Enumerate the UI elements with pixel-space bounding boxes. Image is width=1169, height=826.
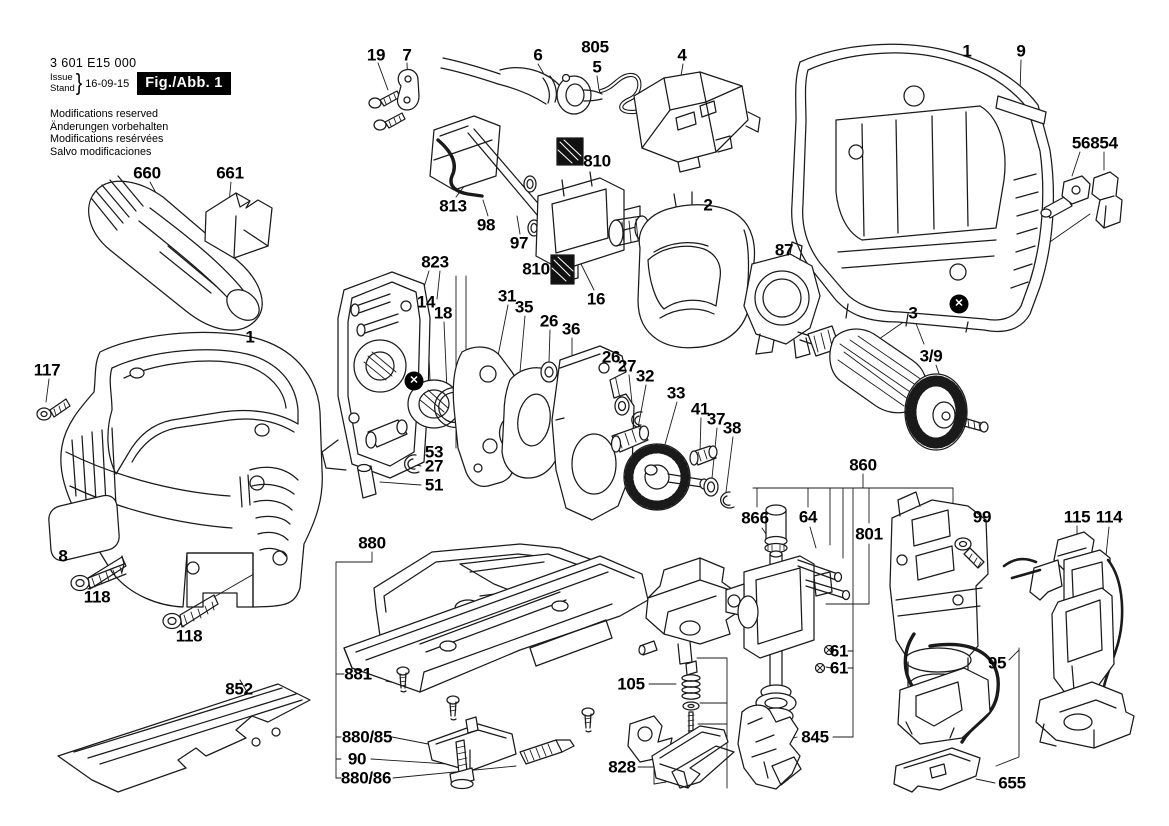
part-callout-845: 845 (801, 727, 829, 747)
part-callout-810: 810 (583, 151, 611, 171)
part-callout-26: 26 (601, 347, 621, 367)
part-callout-99: 99 (972, 507, 992, 527)
part-callout-27: 27 (617, 356, 637, 376)
part-callout-87: 87 (774, 240, 794, 260)
part-callout-6: 6 (533, 45, 543, 65)
part-callout-118: 118 (83, 587, 111, 607)
part-callout-26: 26 (539, 311, 559, 331)
part-callout-64: 64 (798, 507, 818, 527)
part-callout-9: 9 (1016, 41, 1026, 61)
not-separate-mark: ✕ (405, 372, 424, 391)
part-callout-98: 98 (476, 215, 496, 235)
part-callout-880: 880 (358, 533, 386, 553)
part-callout-14: 14 (416, 292, 436, 312)
part-callout-866: 866 (741, 508, 769, 528)
part-callout-41: 41 (690, 399, 710, 419)
part-callout-813: 813 (439, 196, 467, 216)
part-callout-810: 810 (522, 259, 550, 279)
part-callout-5: 5 (592, 57, 602, 77)
part-callout-881: 881 (344, 664, 372, 684)
part-callout-852: 852 (225, 679, 253, 699)
issue-stand-label: Issue Stand (50, 72, 75, 94)
note-line: Modifications reserved (50, 108, 159, 120)
not-separate-mark: ✕ (950, 295, 969, 314)
part-callout-880/85: 880/85 (341, 727, 393, 747)
part-callout-51: 51 (424, 475, 444, 495)
part-callout-36: 36 (561, 319, 581, 339)
part-callout-27: 27 (424, 456, 444, 476)
part-callout-3/9: 3/9 (919, 346, 943, 366)
part-callout-880/86: 880/86 (340, 768, 392, 788)
note-line: Modifications resérvées (50, 133, 164, 146)
part-callout-95: 95 (987, 653, 1007, 673)
part-callout-2: 2 (703, 195, 713, 215)
part-callout-1: 1 (962, 41, 972, 61)
part-callout-61: 61 (829, 658, 849, 678)
part-callout-31: 31 (497, 286, 517, 306)
type-number: 3 601 E15 000 (50, 56, 137, 70)
part-callout-117: 117 (33, 360, 61, 380)
part-callout-805: 805 (581, 37, 609, 57)
part-callout-1: 1 (245, 327, 255, 347)
note-line: Salvo modificaciones (50, 146, 152, 159)
figure-label: Fig./Abb. 1 (137, 72, 230, 95)
part-callout-35: 35 (514, 297, 534, 317)
part-callout-53: 53 (424, 442, 444, 462)
part-callout-33: 33 (666, 383, 686, 403)
part-callout-61: 61 (829, 641, 849, 661)
part-callout-660: 660 (133, 163, 161, 183)
part-callout-114: 114 (1095, 507, 1123, 527)
part-callout-97: 97 (509, 233, 529, 253)
part-callout-828: 828 (608, 757, 636, 777)
part-callout-3: 3 (908, 303, 918, 323)
issue-date: 16-09-15 (85, 77, 130, 90)
part-callout-37: 37 (706, 409, 726, 429)
part-callout-8: 8 (58, 546, 68, 566)
part-callout-90: 90 (347, 749, 367, 769)
part-callout-16: 16 (586, 289, 606, 309)
brace-glyph: } (75, 70, 83, 96)
part-callout-56: 56 (1071, 133, 1091, 153)
part-callout-32: 32 (635, 366, 655, 386)
part-callout-801: 801 (855, 524, 883, 544)
part-callout-118: 118 (175, 626, 203, 646)
part-callout-115: 115 (1063, 507, 1091, 527)
part-callout-860: 860 (849, 455, 877, 475)
part-callout-18: 18 (433, 303, 453, 323)
part-callout-854: 854 (1090, 133, 1118, 153)
part-callout-7: 7 (402, 45, 412, 65)
note-line: Änderungen vorbehalten (50, 120, 169, 133)
part-callout-661: 661 (216, 163, 244, 183)
part-callout-19: 19 (366, 45, 386, 65)
part-callout-823: 823 (421, 252, 449, 272)
part-callout-4: 4 (677, 45, 687, 65)
part-callout-38: 38 (722, 418, 742, 438)
part-callout-105: 105 (617, 674, 645, 694)
part-callout-655: 655 (998, 773, 1026, 793)
